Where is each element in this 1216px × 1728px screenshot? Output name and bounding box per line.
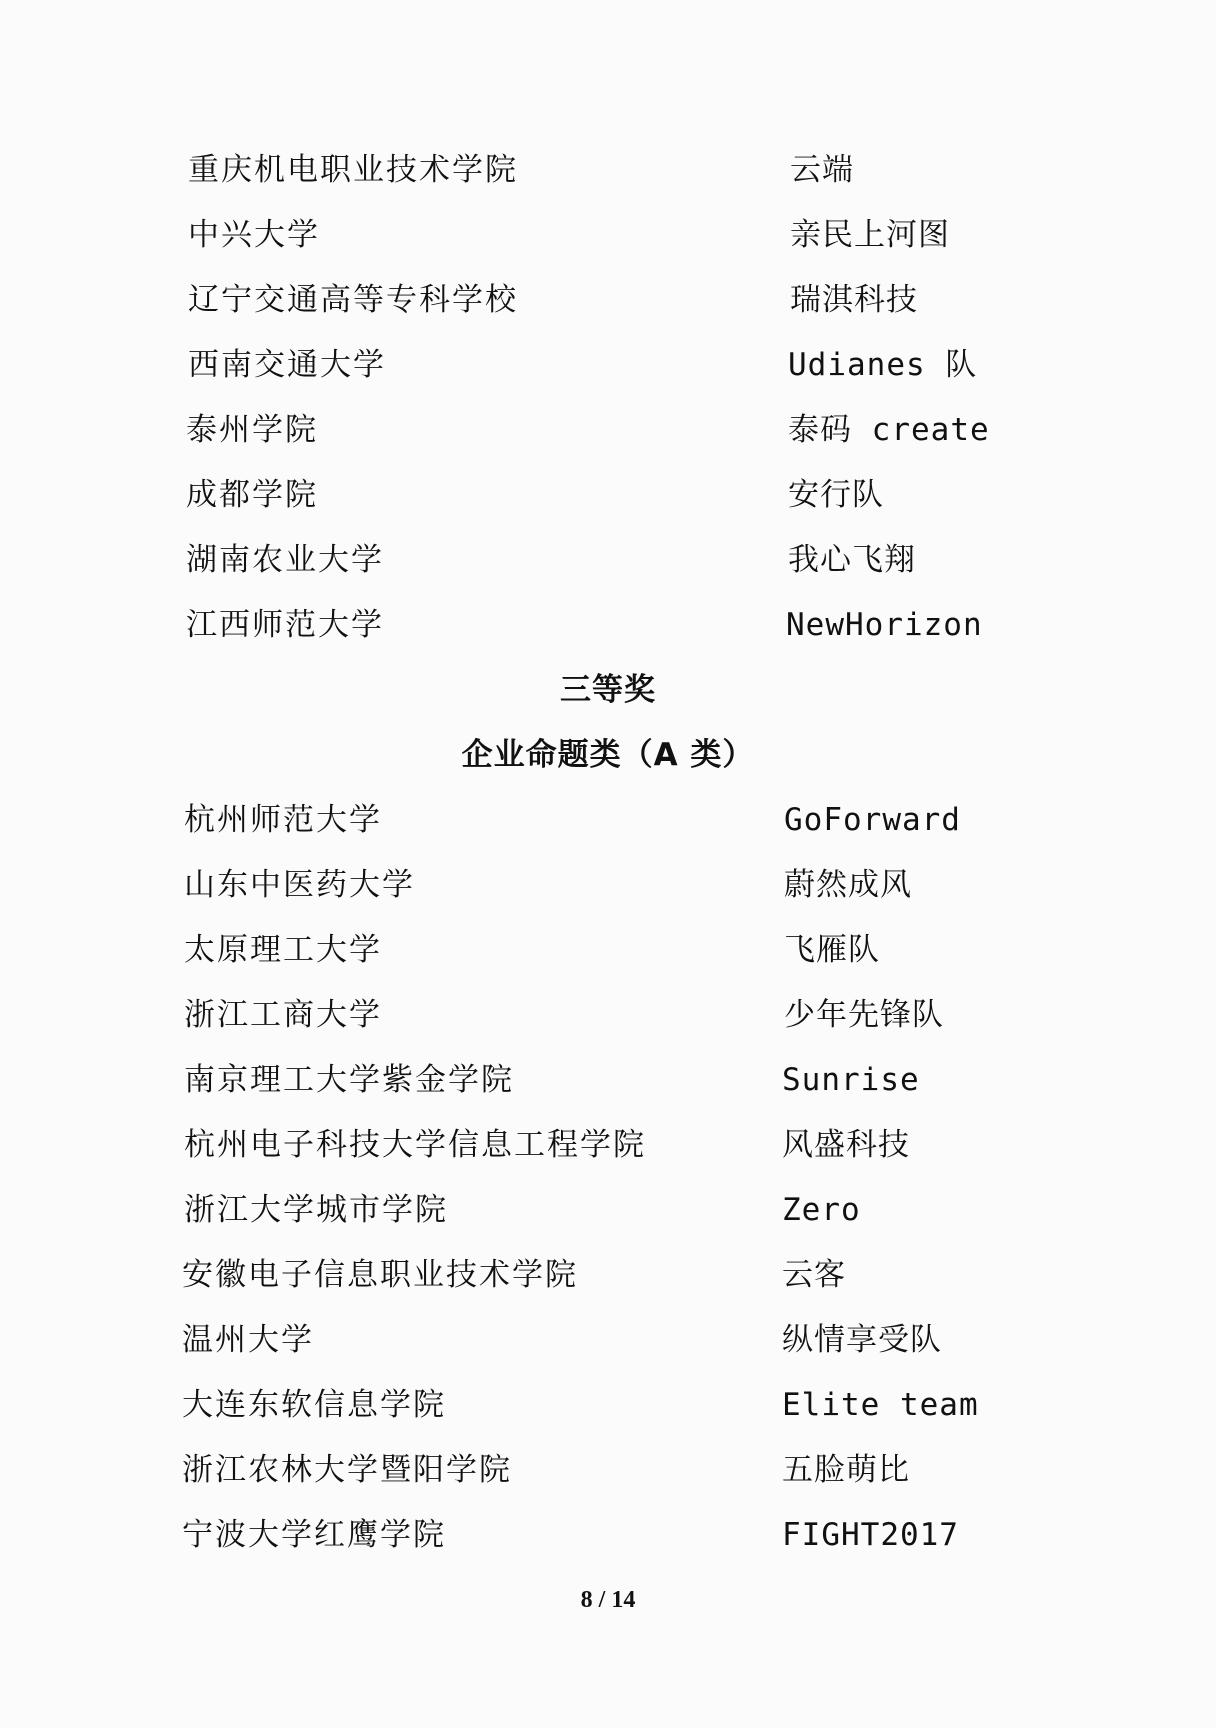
school-name: 南京理工大学紫金学院 xyxy=(184,1062,514,1098)
school-name: 安徽电子信息职业技术学院 xyxy=(182,1257,578,1293)
team-name: 泰码 create xyxy=(788,412,990,448)
team-name: 我心飞翔 xyxy=(788,542,916,578)
list-item xyxy=(0,1445,1216,1495)
team-name: GoForward xyxy=(784,802,961,838)
list-item xyxy=(0,1380,1216,1430)
team-name: 纵情享受队 xyxy=(782,1322,942,1358)
list-item xyxy=(0,145,1216,195)
list-item xyxy=(0,990,1216,1040)
list-item xyxy=(0,795,1216,845)
team-name: 瑞淇科技 xyxy=(790,282,918,318)
school-name: 重庆机电职业技术学院 xyxy=(188,152,518,188)
team-name: 少年先锋队 xyxy=(784,997,944,1033)
list-item xyxy=(0,1055,1216,1105)
award-heading: 三等奖 xyxy=(560,672,656,708)
team-name: Elite team xyxy=(782,1387,979,1423)
school-name: 中兴大学 xyxy=(188,217,320,253)
team-name: Udianes 队 xyxy=(788,347,978,383)
school-name: 杭州电子科技大学信息工程学院 xyxy=(184,1127,646,1163)
team-name: 五脸萌比 xyxy=(782,1452,910,1488)
list-item xyxy=(0,340,1216,390)
page-number: 8 / 14 xyxy=(580,1587,636,1613)
school-name: 辽宁交通高等专科学校 xyxy=(188,282,518,318)
school-name: 杭州师范大学 xyxy=(184,802,382,838)
list-item xyxy=(0,405,1216,455)
team-name: Sunrise xyxy=(782,1062,920,1098)
team-name: 安行队 xyxy=(788,477,884,513)
list-item xyxy=(0,925,1216,975)
school-name: 大连东软信息学院 xyxy=(182,1387,446,1423)
list-item xyxy=(0,600,1216,650)
school-name: 宁波大学红鹰学院 xyxy=(182,1517,446,1553)
team-name: 亲民上河图 xyxy=(790,217,950,253)
team-name: 风盛科技 xyxy=(782,1127,910,1163)
list-item xyxy=(0,1510,1216,1560)
school-name: 浙江大学城市学院 xyxy=(184,1192,448,1228)
list-item xyxy=(0,275,1216,325)
school-name: 江西师范大学 xyxy=(186,607,384,643)
team-name: 云端 xyxy=(790,152,854,188)
school-name: 浙江农林大学暨阳学院 xyxy=(182,1452,512,1488)
list-item xyxy=(0,1120,1216,1170)
school-name: 山东中医药大学 xyxy=(184,867,415,903)
list-item xyxy=(0,1315,1216,1365)
category-heading: 企业命题类（A 类） xyxy=(461,737,755,773)
school-name: 泰州学院 xyxy=(186,412,318,448)
list-item xyxy=(0,1250,1216,1300)
list-item xyxy=(0,210,1216,260)
list-item xyxy=(0,1185,1216,1235)
team-name: FIGHT2017 xyxy=(782,1517,959,1553)
school-name: 湖南农业大学 xyxy=(186,542,384,578)
school-name: 成都学院 xyxy=(186,477,318,513)
school-name: 太原理工大学 xyxy=(184,932,382,968)
team-name: 蔚然成风 xyxy=(784,867,912,903)
list-item xyxy=(0,470,1216,520)
list-item xyxy=(0,860,1216,910)
team-name: NewHorizon xyxy=(786,607,983,643)
team-name: Zero xyxy=(782,1192,861,1228)
team-name: 云客 xyxy=(782,1257,846,1293)
list-item xyxy=(0,535,1216,585)
team-name: 飞雁队 xyxy=(784,932,880,968)
school-name: 温州大学 xyxy=(182,1322,314,1358)
school-name: 西南交通大学 xyxy=(188,347,386,383)
school-name: 浙江工商大学 xyxy=(184,997,382,1033)
